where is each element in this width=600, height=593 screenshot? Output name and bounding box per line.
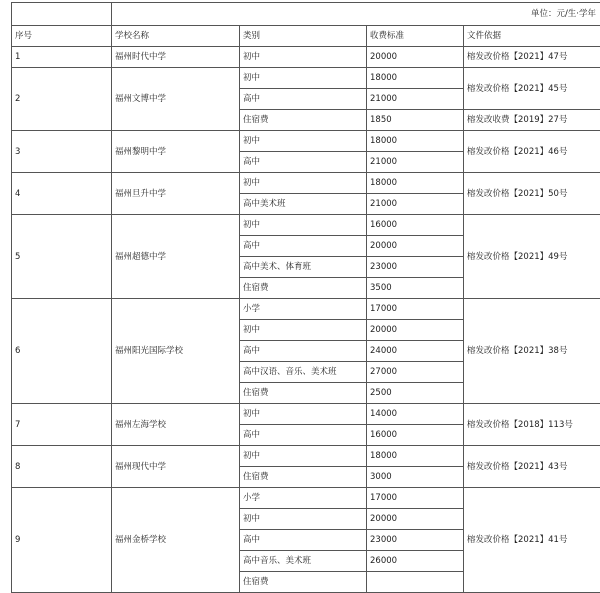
document-cell: 榕发改价格【2021】47号 bbox=[464, 47, 600, 68]
fee-cell: 14000 bbox=[367, 404, 464, 425]
document-cell: 榕发改价格【2021】38号 bbox=[464, 299, 600, 404]
document-cell: 榕发改价格【2021】49号 bbox=[464, 215, 600, 299]
category-cell: 初中 bbox=[240, 320, 367, 341]
row-number: 9 bbox=[12, 488, 112, 593]
blank-cell bbox=[12, 3, 112, 26]
header-row bbox=[12, 26, 600, 47]
fee-cell: 3500 bbox=[367, 278, 464, 299]
category-cell: 高中美术、体育班 bbox=[240, 257, 367, 278]
header-school: 学校名称 bbox=[112, 26, 240, 47]
school-name: 福州时代中学 bbox=[112, 47, 240, 68]
category-cell: 小学 bbox=[240, 299, 367, 320]
category-cell: 住宿费 bbox=[240, 572, 367, 593]
fee-cell: 17000 bbox=[367, 299, 464, 320]
fee-cell: 18000 bbox=[367, 173, 464, 194]
row-number: 8 bbox=[12, 446, 112, 488]
school-name: 福州黎明中学 bbox=[112, 131, 240, 173]
school-name: 福州现代中学 bbox=[112, 446, 240, 488]
table-row bbox=[12, 299, 600, 320]
category-cell: 高中 bbox=[240, 341, 367, 362]
document-cell: 榕发改价格【2021】43号 bbox=[464, 446, 600, 488]
table-row bbox=[12, 68, 600, 89]
school-name: 福州超德中学 bbox=[112, 215, 240, 299]
fee-cell: 23000 bbox=[367, 530, 464, 551]
fee-cell: 21000 bbox=[367, 194, 464, 215]
document-cell: 榕发改价格【2021】50号 bbox=[464, 173, 600, 215]
unit-note: 单位：元/生·学年 bbox=[112, 3, 600, 26]
category-cell: 初中 bbox=[240, 47, 367, 68]
row-number: 5 bbox=[12, 215, 112, 299]
category-cell: 初中 bbox=[240, 404, 367, 425]
row-number: 7 bbox=[12, 404, 112, 446]
unit-row bbox=[12, 3, 600, 26]
fee-cell: 1850 bbox=[367, 110, 464, 131]
school-name: 福州文博中学 bbox=[112, 68, 240, 131]
fee-cell: 26000 bbox=[367, 551, 464, 572]
row-number: 2 bbox=[12, 68, 112, 131]
header-doc: 文件依据 bbox=[464, 26, 600, 47]
row-number: 3 bbox=[12, 131, 112, 173]
fee-cell: 16000 bbox=[367, 215, 464, 236]
category-cell: 高中 bbox=[240, 236, 367, 257]
header-type: 类别 bbox=[240, 26, 367, 47]
fee-cell: 20000 bbox=[367, 320, 464, 341]
fee-table bbox=[11, 2, 600, 593]
fee-cell: 21000 bbox=[367, 89, 464, 110]
table-row bbox=[12, 488, 600, 509]
school-name: 福州左海学校 bbox=[112, 404, 240, 446]
fee-cell: 3000 bbox=[367, 467, 464, 488]
header-no: 序号 bbox=[12, 26, 112, 47]
table-row bbox=[12, 131, 600, 152]
fee-cell: 21000 bbox=[367, 152, 464, 173]
category-cell: 住宿费 bbox=[240, 278, 367, 299]
category-cell: 高中 bbox=[240, 89, 367, 110]
fee-cell: 23000 bbox=[367, 257, 464, 278]
document-cell: 榕发改价格【2021】45号 bbox=[464, 68, 600, 110]
fee-cell: 20000 bbox=[367, 509, 464, 530]
fee-cell: 18000 bbox=[367, 68, 464, 89]
school-name: 福州金桥学校 bbox=[112, 488, 240, 593]
fee-cell: 16000 bbox=[367, 425, 464, 446]
table-row bbox=[12, 47, 600, 68]
category-cell: 初中 bbox=[240, 215, 367, 236]
category-cell: 高中 bbox=[240, 425, 367, 446]
category-cell: 住宿费 bbox=[240, 383, 367, 404]
document-cell: 榕发改价格【2018】113号 bbox=[464, 404, 600, 446]
category-cell: 小学 bbox=[240, 488, 367, 509]
category-cell: 高中音乐、美术班 bbox=[240, 551, 367, 572]
fee-cell: 20000 bbox=[367, 236, 464, 257]
fee-cell: 2500 bbox=[367, 383, 464, 404]
fee-cell bbox=[367, 572, 464, 593]
category-cell: 初中 bbox=[240, 173, 367, 194]
fee-cell: 24000 bbox=[367, 341, 464, 362]
category-cell: 住宿费 bbox=[240, 467, 367, 488]
table-row bbox=[12, 446, 600, 467]
category-cell: 高中 bbox=[240, 530, 367, 551]
school-name: 福州旦升中学 bbox=[112, 173, 240, 215]
row-number: 1 bbox=[12, 47, 112, 68]
table-row bbox=[12, 404, 600, 425]
category-cell: 高中美术班 bbox=[240, 194, 367, 215]
header-fee: 收费标准 bbox=[367, 26, 464, 47]
school-name: 福州阳光国际学校 bbox=[112, 299, 240, 404]
row-number: 4 bbox=[12, 173, 112, 215]
table-row bbox=[12, 215, 600, 236]
category-cell: 高中汉语、音乐、美术班 bbox=[240, 362, 367, 383]
document-cell: 榕发改价格【2021】41号 bbox=[464, 488, 600, 593]
category-cell: 初中 bbox=[240, 131, 367, 152]
category-cell: 初中 bbox=[240, 509, 367, 530]
fee-cell: 17000 bbox=[367, 488, 464, 509]
fee-cell: 20000 bbox=[367, 47, 464, 68]
category-cell: 初中 bbox=[240, 446, 367, 467]
row-number: 6 bbox=[12, 299, 112, 404]
category-cell: 高中 bbox=[240, 152, 367, 173]
fee-cell: 18000 bbox=[367, 446, 464, 467]
fee-cell: 27000 bbox=[367, 362, 464, 383]
document-cell: 榕发改收费【2019】27号 bbox=[464, 110, 600, 131]
document-cell: 榕发改价格【2021】46号 bbox=[464, 131, 600, 173]
fee-cell: 18000 bbox=[367, 131, 464, 152]
table-row bbox=[12, 173, 600, 194]
category-cell: 初中 bbox=[240, 68, 367, 89]
category-cell: 住宿费 bbox=[240, 110, 367, 131]
